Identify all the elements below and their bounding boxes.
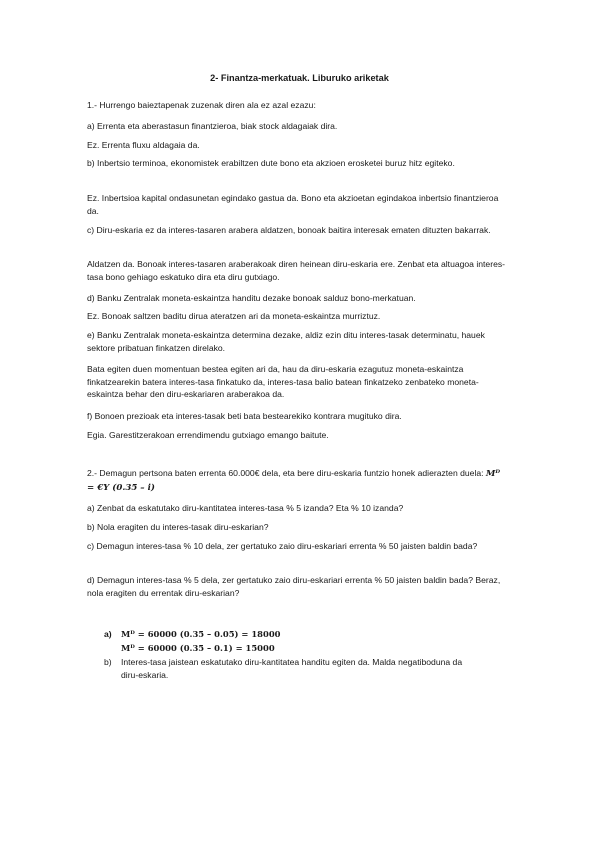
q2-part-a: a) Zenbat da eskatutako diru-kantitatea interes-tasa % 5 izanda? Eta % 10 izanda? bbox=[87, 503, 404, 513]
answer-a-equation-2: Mᴰ = 60000 (0.35 – 0.1) = 15000 bbox=[121, 643, 275, 653]
q1-heading: 1.- Hurrengo baieztapenak zuzenak diren ala ez azal ezazu: bbox=[87, 100, 316, 110]
q2-part-d: d) Demagun interes-tasa % 5 dela, zer gertatuko zaio diru-eskariari errenta % 50 jaisten baldin bada? Beraz, nola eragiten du errentak diru-eskarian? bbox=[87, 575, 501, 598]
document-title: 2- Finantza-merkatuak. Liburuko ariketak bbox=[210, 73, 389, 83]
answer-a-equation-1: Mᴰ = 60000 (0.35 – 0.05) = 18000 bbox=[121, 629, 281, 639]
q1-c-answer: Aldatzen da. Bonoak interes-tasaren araberakoak diren heinean diru-eskaria ere. Zenbat eta altuagoa interes-tasa bono gehiago eskatuko dira eta diru gutxiago. bbox=[87, 259, 506, 282]
q1-c-question: c) Diru-eskaria ez da interes-tasaren arabera aldatzen, bonoak baitira interesak ematen dituzten bakarrak. bbox=[87, 225, 491, 235]
q1-d-question: d) Banku Zentralak moneta-eskaintza handitu dezake bonoak salduz bono-merkatuan. bbox=[87, 293, 416, 303]
q2-intro bbox=[87, 467, 507, 494]
answer-a-label: a) bbox=[104, 629, 112, 639]
q1-a-answer: Ez. Errenta fluxu aldagaia da. bbox=[87, 140, 200, 150]
q1-e-question: e) Banku Zentralak moneta-eskaintza determina dezake, aldiz ezin ditu interes-tasak determinatu, hauek sektore pribatuan finkatzen direlako. bbox=[87, 330, 485, 353]
q1-b-question: b) Inbertsio terminoa, ekonomistek erabiltzen dute bono eta akzioen erosketei buruz hitz egiteko. bbox=[87, 158, 455, 168]
q1-b-answer: Ez. Inbertsioa kapital ondasunetan egindako gastua da. Bono eta akzioetan egindakoa inbertsio finantzieroa da. bbox=[87, 193, 499, 216]
q1-e-answer: Bata egiten duen momentuan bestea egiten ari da, hau da diru-eskaria ezagutuz moneta-eskaintza finkatzearekin batera interes-tasa finkatuko da, interes-tasa balio batean finkatzeko zenbateko moneta-eskaintza behar den diru-eskariaren araberakoa da. bbox=[87, 364, 479, 400]
answer-b-label: b) bbox=[104, 657, 112, 667]
q2-formula: Mᴰ = €Y (0.35 – i) bbox=[87, 469, 501, 493]
answer-b-text: Interes-tasa jaistean eskatutako diru-kantitatea handitu egiten da. Malda negatiboduna da diru-eskaria. bbox=[121, 657, 463, 680]
q1-f-question: f) Bonoen prezioak eta interes-tasak beti bata bestearekiko kontrara mugituko dira. bbox=[87, 411, 402, 421]
q2-part-b: b) Nola eragiten du interes-tasak diru-eskarian? bbox=[87, 522, 269, 532]
q2-intro-text: 2.- Demagun pertsona baten errenta 60.000€ dela, eta bere diru-eskaria funtzio honek adierazten duela: bbox=[87, 468, 484, 478]
q1-a-question: a) Errenta eta aberastasun finantzieroa, biak stock aldagaiak dira. bbox=[87, 121, 338, 131]
q1-d-answer: Ez. Bonoak saltzen baditu dirua ateratzen ari da moneta-eskaintza murriztuz. bbox=[87, 311, 381, 321]
q2-part-c: c) Demagun interes-tasa % 10 dela, zer gertatuko zaio diru-eskariari errenta % 50 jaisten baldin bada? bbox=[87, 541, 478, 551]
q1-f-answer: Egia. Garestitzerakoan errendimendu gutxiago emango baitute. bbox=[87, 430, 329, 440]
